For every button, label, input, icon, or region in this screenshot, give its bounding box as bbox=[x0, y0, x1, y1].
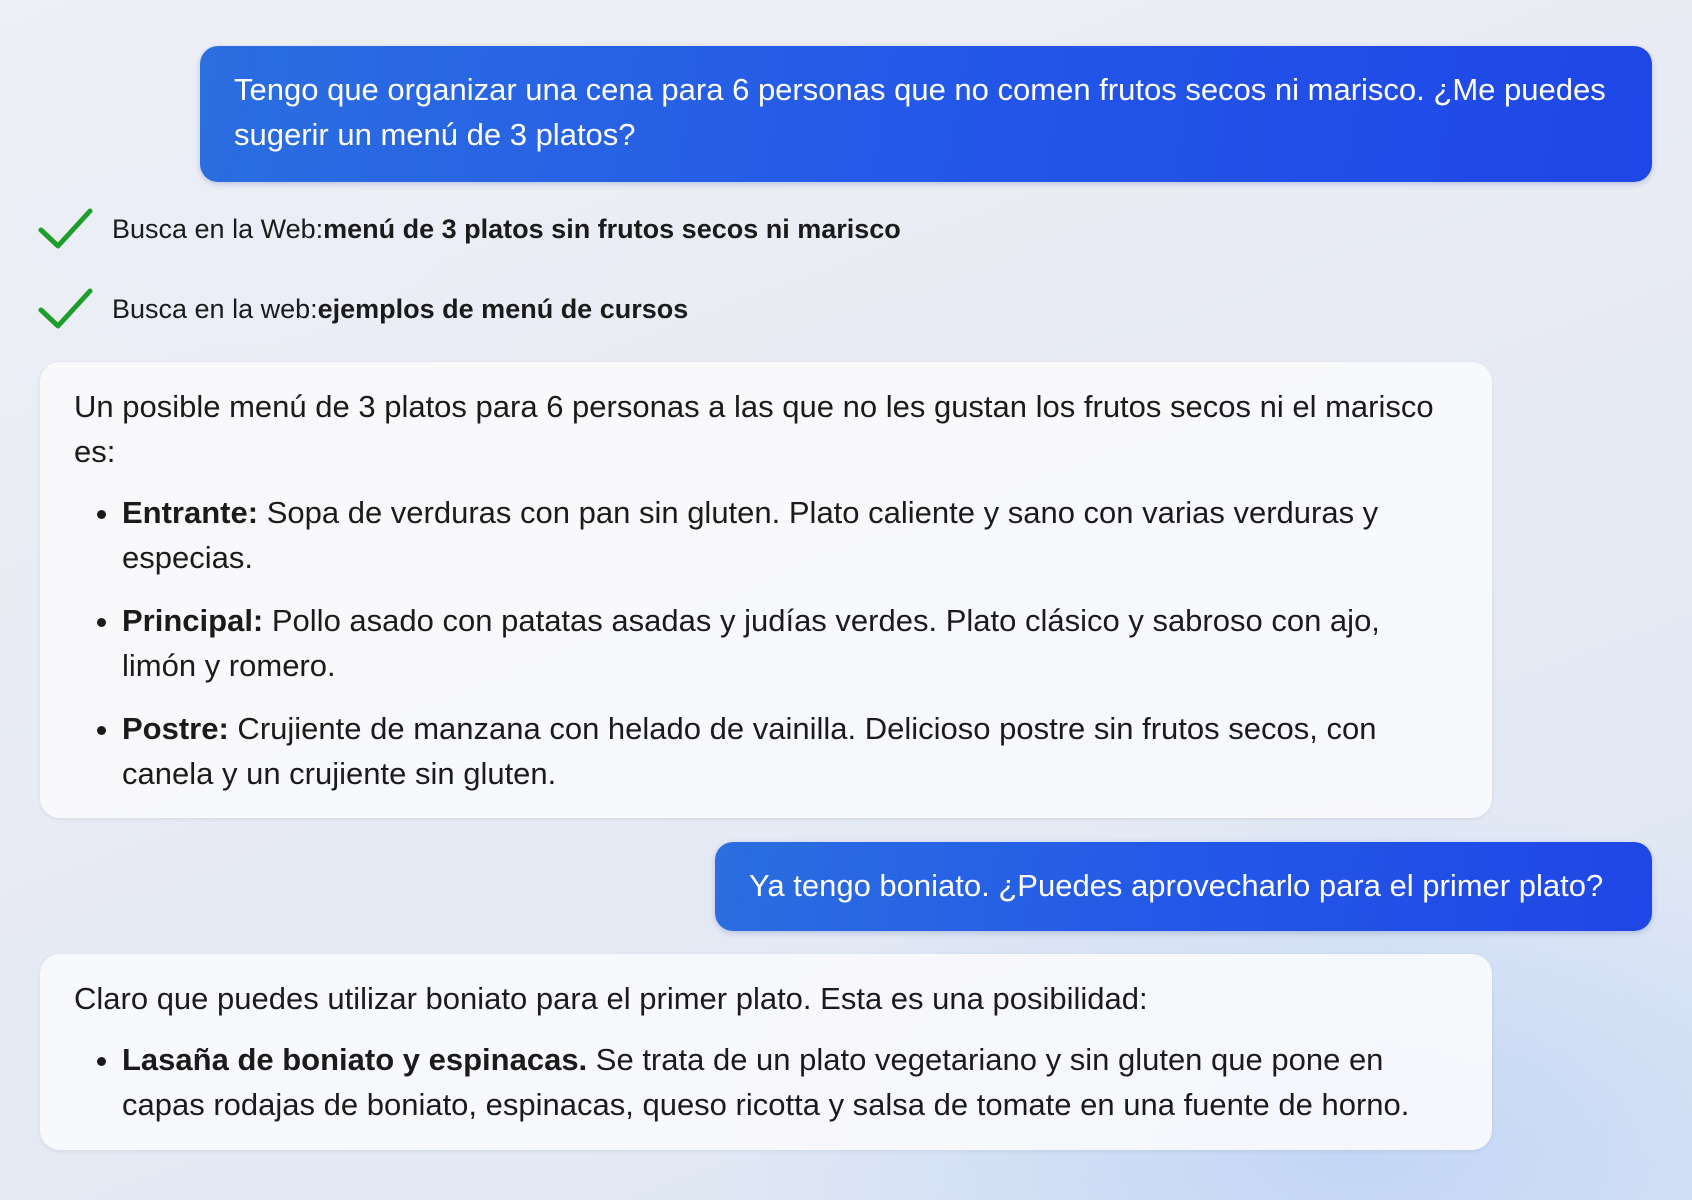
assistant-message-card bbox=[40, 362, 1492, 818]
user-message-text: Ya tengo boniato. ¿Puedes aprovecharlo para el primer plato? bbox=[749, 868, 1604, 903]
list-item-text: Crujiente de manzana con helado de vainilla. Delicioso postre sin frutos secos, con canela y un crujiente sin gluten. bbox=[122, 711, 1377, 791]
assistant-message-card bbox=[40, 954, 1492, 1150]
search-step-query: ejemplos de menú de cursos bbox=[317, 293, 689, 324]
list-item-text: Pollo asado con patatas asadas y judías verdes. Plato clásico y sabroso con ajo, limón y romero. bbox=[122, 603, 1380, 683]
list-item-text: Sopa de verduras con pan sin gluten. Plato caliente y sano con varias verduras y especias. bbox=[122, 495, 1379, 575]
menu-list bbox=[74, 1037, 1458, 1127]
assistant-message-intro: Un posible menú de 3 platos para 6 personas a las que no les gustan los frutos secos ni el marisco es: bbox=[74, 389, 1434, 469]
search-step-query: menú de 3 platos sin frutos secos ni marisco bbox=[323, 213, 901, 244]
checkmark-icon bbox=[38, 206, 96, 252]
list-item-label: Postre: bbox=[122, 711, 229, 746]
search-step-prefix: Busca en la Web: bbox=[112, 213, 324, 244]
search-step bbox=[38, 286, 688, 332]
list-item-label: Entrante: bbox=[122, 495, 259, 530]
menu-list bbox=[74, 490, 1458, 796]
user-message-bubble bbox=[200, 46, 1652, 182]
list-item-label: Principal: bbox=[122, 603, 264, 638]
user-message-bubble bbox=[715, 842, 1652, 931]
assistant-message-intro: Claro que puedes utilizar boniato para el primer plato. Esta es una posibilidad: bbox=[74, 981, 1148, 1016]
list-item-label: Lasaña de boniato y espinacas. bbox=[122, 1042, 588, 1077]
list-item bbox=[122, 490, 1458, 580]
search-step bbox=[38, 206, 901, 252]
user-message-text: Tengo que organizar una cena para 6 personas que no comen frutos secos ni marisco. ¿Me puedes sugerir un menú de 3 platos? bbox=[234, 72, 1606, 152]
list-item bbox=[122, 598, 1458, 688]
checkmark-icon bbox=[38, 286, 96, 332]
list-item bbox=[122, 706, 1458, 796]
list-item bbox=[122, 1037, 1458, 1127]
search-step-prefix: Busca en la web: bbox=[112, 293, 318, 324]
list-item-text: Se trata de un plato vegetariano y sin gluten que pone en capas rodajas de boniato, espinacas, queso ricotta y salsa de tomate en una fuente de horno. bbox=[122, 1042, 1410, 1122]
